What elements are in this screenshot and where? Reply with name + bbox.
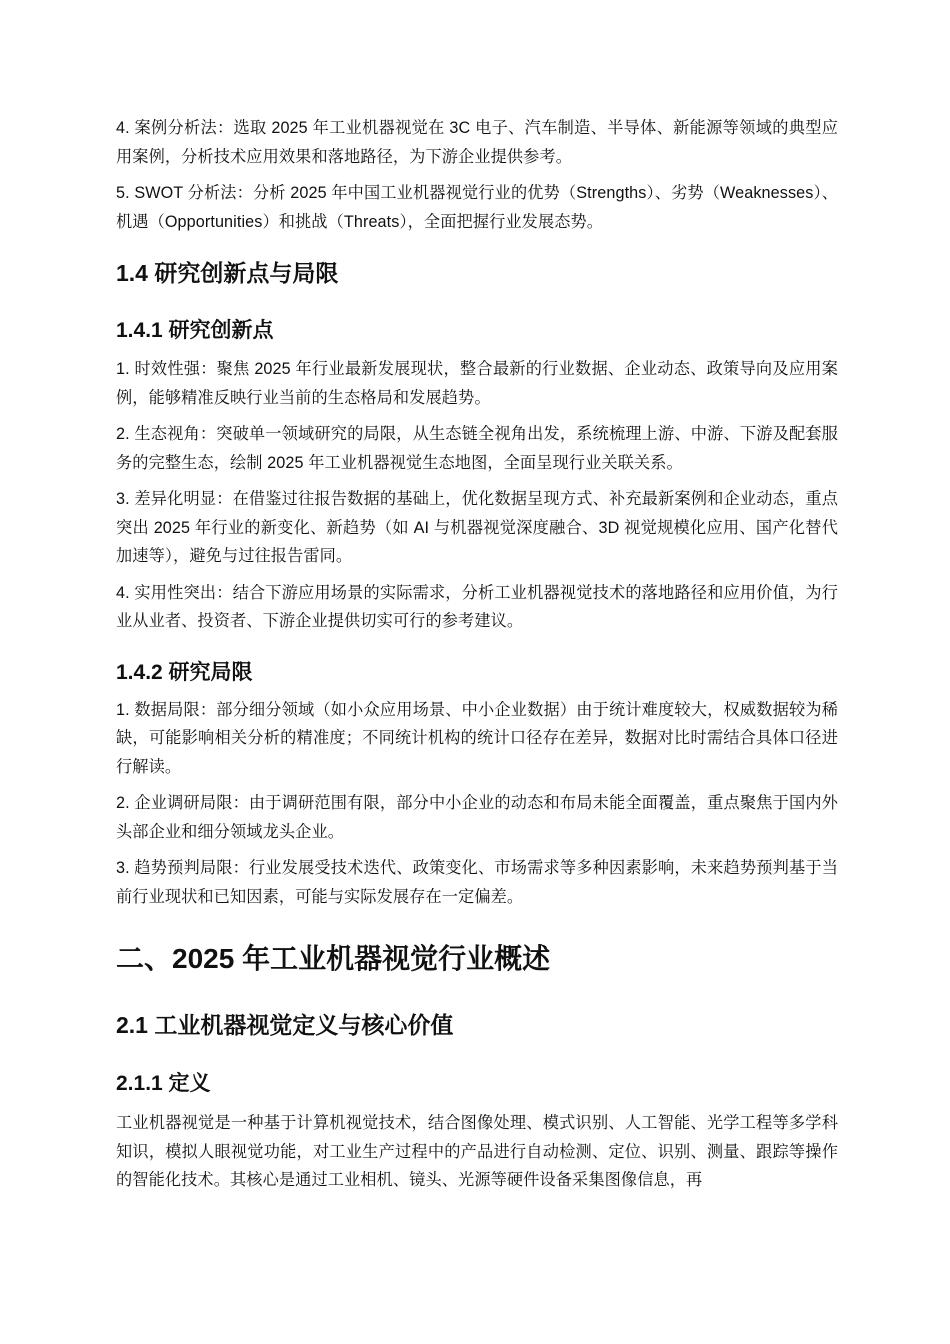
limitation-item-2: 2. 企业调研局限：由于调研范围有限，部分中小企业的动态和布局未能全面覆盖，重点聚焦于国内外头部企业和细分领域龙头企业。	[116, 794, 838, 841]
definition-paragraph: 工业机器视觉是一种基于计算机视觉技术，结合图像处理、模式识别、人工智能、光学工程等多学科知识，模拟人眼视觉功能，对工业生产过程中的产品进行自动检测、定位、识别、测量、跟踪等操作的智能化技术。其核心是通过工业相机、镜头、光源等硬件设备采集图像信息，再	[116, 1114, 838, 1189]
innovation-item-1: 1. 时效性强：聚焦 2025 年行业最新发展现状，整合最新的行业数据、企业动态、政策导向及应用案例，能够精准反映行业当前的生态格局和发展趋势。	[116, 360, 838, 407]
chapter-2-heading: 二、2025 年工业机器视觉行业概述	[116, 943, 551, 974]
section-2-1-heading: 2.1 工业机器视觉定义与核心价值	[116, 1012, 454, 1038]
method-item-5: 5. SWOT 分析法：分析 2025 年中国工业机器视觉行业的优势（Strengths）、劣势（Weaknesses）、机遇（Opportunities）和挑战（Threats），全面把握行业发展态势。	[116, 184, 838, 231]
innovation-item-3: 3. 差异化明显：在借鉴过往报告数据的基础上，优化数据呈现方式、补充最新案例和企业动态，重点突出 2025 年行业的新变化、新趋势（如 AI 与机器视觉深度融合、3D 视觉规模化应用、国产化替代加速等），避免与过往报告雷同。	[116, 490, 838, 565]
section-1-4-2-heading: 1.4.2 研究局限	[116, 660, 253, 684]
section-1-4-heading: 1.4 研究创新点与局限	[116, 260, 339, 286]
method-item-4: 4. 案例分析法：选取 2025 年工业机器视觉在 3C 电子、汽车制造、半导体、新能源等领域的典型应用案例，分析技术应用效果和落地路径，为下游企业提供参考。	[116, 119, 838, 166]
limitation-item-1: 1. 数据局限：部分细分领域（如小众应用场景、中小企业数据）由于统计难度较大，权威数据较为稀缺，可能影响相关分析的精准度；不同统计机构的统计口径存在差异，数据对比时需结合具体口径进行解读。	[116, 700, 838, 776]
section-2-1-1-heading: 2.1.1 定义	[116, 1072, 211, 1095]
innovation-item-4: 4. 实用性突出：结合下游应用场景的实际需求，分析工业机器视觉技术的落地路径和应用价值，为行业从业者、投资者、下游企业提供切实可行的参考建议。	[116, 583, 838, 630]
innovation-item-2: 2. 生态视角：突破单一领域研究的局限，从生态链全视角出发，系统梳理上游、中游、下游及配套服务的完整生态，绘制 2025 年工业机器视觉生态地图，全面呈现行业关联关系。	[116, 425, 838, 472]
document-page	[116, 114, 838, 1195]
limitation-item-3: 3. 趋势预判局限：行业发展受技术迭代、政策变化、市场需求等多种因素影响，未来趋势预判基于当前行业现状和已知因素，可能与实际发展存在一定偏差。	[116, 859, 838, 906]
section-1-4-1-heading: 1.4.1 研究创新点	[116, 319, 274, 342]
